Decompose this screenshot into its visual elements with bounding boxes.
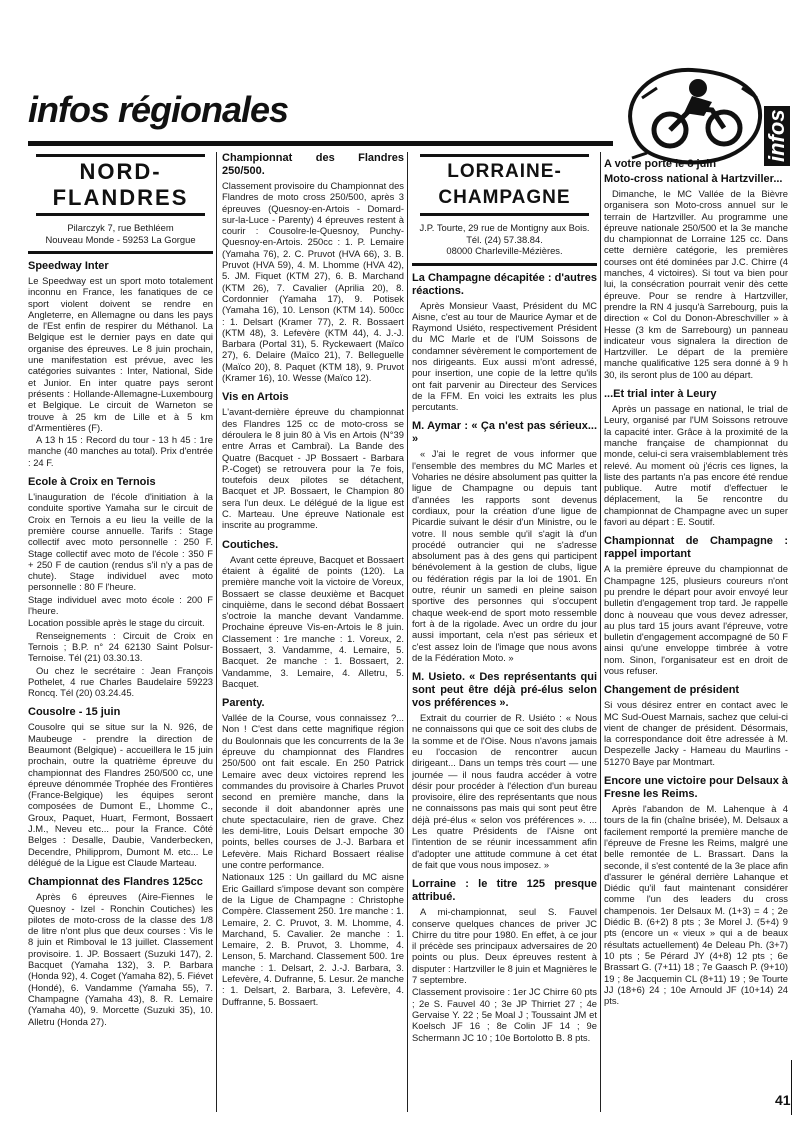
article-title: Encore une victoire pour Delsaux à Fresne les Reims. — [604, 775, 788, 801]
article: M. Aymar : « Ça n'est pas sérieux... » « J'ai le regret de vous informer que l'ensemble des membres du MC Marles et Voharies ne désire absolument pas quitter la ligue de Champagne ou depuis tant d'années les rapports sont devenus cordiaux, pour la création d'une ligue de Picardie suivant le désir d'un Ministre, ou le votre. Il nous semble qu'il s'agit là d'un procédé outrancier qui ne s'adresse absolument pas à des gens qui participent bénévolement à la gestion de clubs, ligue ou fédération régis par la loi de 1901. En outre, réunir un samedi en pleine saison sportive des personnes qui s'occupent chaque week-end de sport moto ressemble fort à de la rigolade. Avec un ordre du jour aussi important, cela n'est pas sérieux et c'est assez loin de l'image que nous avons de la Fédération Moto. » — [412, 420, 597, 663]
article-title: Parenty. — [222, 697, 265, 710]
article-title: Championnat de Champagne : rappel important — [604, 535, 788, 561]
article: Moto-cross national à Hartzviller... Dimanche, le MC Vallée de la Bièvre organisera son Moto-cross annuel sur le terrain de Hartzviller. Au programme une épreuve nationale 250/500 et la 3e manche du championnat de Lorraine 125 cc. Dans cette dernière catégorie, les premières courses ont été dominées par J.C. Chirre (4 manches, 4 victoires). Si tout va bien pour lui, la consécration pourrait venir dès cette épreuve. Pour se rendre à Hartzviller, prendre la RN 4 jusqu'à Sarrebourg, puis la direction « Col du Donon-Abreschviller » à Hesse (3 km de Sarrebourg) un panneau indicateur vous signalera la direction de Hartzviller. Le départ de la première manche qualificative 125 sera donné à 9 h 30, ils seront plus de 100 au départ. — [604, 173, 788, 380]
article: La Champagne décapitée : d'autres réactions. Après Monsieur Vaast, Président du MC Aisne, c'est au tour de Maurice Aymar et de Raymond Usiéto, respectivement Président du MC Marle et de l'UM Soissons de condamner sévèrement le comportement de nos dirigeants. Eux aussi m'ont adressé, pour insertion, une copie de la lettre qu'ils ont fait parvenir au Directeur des Services de la FFM. En voici les extraits les plus percutants. — [412, 271, 597, 413]
region-address: J.P. Tourte, 29 rue de Montigny aux Bois. Tél. (24) 57.38.84. 08000 Charleville-Mézières. — [419, 222, 590, 256]
article-title: Vis en Artois — [222, 391, 289, 404]
region-heading: NORD-FLANDRES — [36, 154, 205, 216]
motocross-rider-icon — [630, 70, 760, 163]
article-title: Ecole à Croix en Ternois — [28, 476, 156, 489]
article: Parenty. Vallée de la Course, vous connaissez ?... Non ! C'est dans cette magnifique région du Boulonnais que les concurrents de la 3e épreuve du championnat des Flandres 250/500 ont fait escale. En 250 Patrick Lemaire avec deux victoires reprend les commandes du provisoire à Charles Pruvot second en première manche, dans la seconde il doit abandonner après une chute spectaculaire, rien de grave. Chez les demi-litre, Louis Delsart empoche 30 points, belles courses de J.-J. Barbara et Lefevère. Mais Richard Bossaert réalise une contre performance. Nationaux 125 : Un gaillard du MC aisne Eric Gaillard s'impose devant son compère de la Ligue de Champagne : Christophe Compère. Classement 250. 1re manche : 1. Lemaire, 2. C. Pruvot, 3. M. Lhomme, 4. Marchand, 5. Cavalier. 2e manche : 1. Lemaire, 2. B. Pruvot, 3. Lhomme, 4. Lenson, 5. Marchand. Classement 500. 1re manche : 1. Delsart, 2. J.-J. Barbara, 3. Lefevère, 4. Dufranne, 5. Lesur. 2e manche : 1. Delsart, 2. Barbara, 3. Lefevère, 4. Duffranne, 5. Bossaert. — [222, 697, 404, 1007]
column-divider — [407, 152, 408, 1112]
article-title: La Champagne décapitée : d'autres réactions. — [412, 271, 597, 297]
article-title: M. Usieto. « Des représentants qui sont peut être déjà pré-élus selon vos préférences ». — [412, 671, 597, 710]
region-address: Pilarczyk 7, rue Bethléem Nouveau Monde - 59253 La Gorgue — [45, 222, 196, 245]
article: Championnat des Flandres 125cc Après 6 épreuves (Aire-Fiennes le Quesnoy - Izel - Ronchin Coutiches) les pilotes de moto-cross de la classe des 1/8 de litre n'ont plus que deux courses : Vis le 8 juin et Rimboval le 13 juillet. Classement provisoire. 1. JP. Bossaert (Suzuki 147), 2. Bacquet (Yamaha 132), 3. P. Barbara (Honda 92), 4. Coget (Yamaha 82), 5. Fiévet (Hondé), 6. Vandamme (Yamaha 55), 7. Champagne (Yamaha 43), 8. R. Lemaire (Yamaha 40), 9. Morcette (Suzuki 35), 10. Alletru (Honda 27). — [28, 876, 213, 1027]
column-nord-flandres — [28, 152, 213, 1117]
page-number-rule — [791, 1060, 792, 1115]
column-lorraine-champagne-continued — [604, 158, 788, 1123]
article-title: Lorraine : le titre 125 presque attribué. — [412, 878, 597, 904]
article-title: Cousolre - 15 juin — [28, 706, 121, 719]
article: Ecole à Croix en Ternois L'inauguration de l'école d'initiation à la conduite sportive Yamaha sur le circuit de Croix en Ternois a eu lieu la veille de la première course annuelle. Tarifs : Stage collectif avec moto personnelle : 250 F. Stage collectif avec moto de l'école : 350 F + 250 F de caution (rendus s'il n'y a pas de chute). Stage individuel avec moto personnelle : 80 F l'heure. Stage individuel avec moto école : 200 F l'heure. Location possible après le stage du circuit. Renseignements : Circuit de Croix en Ternois ; B.P. n° 24 62130 Saint Polsur-Ternoise. Tél (21) 03.30.13. Ou chez le secrétaire : Jean François Pothelet, 4 rue Charles Baudelaire 59223 Roncq. Tél (20) 03.24.45. — [28, 476, 213, 699]
region-heading: LORRAINE-CHAMPAGNE — [420, 154, 589, 216]
article: Speedway Inter Le Speedway est un sport moto totalement inconnu en France, les fanatiques de ce sport violent doivent se rendre en Angleterre, en Allemagne ou dans les pays de l'Est enfin de respirer du Méthanol. La Belgique est le dernier pays en date qui organise des épreuves. Le 8 juin prochain, une manifestation est prévue, avec les catégories suivantes : Inter, National, Side et Junior. En inter quatre pays seront présents : Hollande-Allemagne-Luxembourg et Belgique. Le circuit de Warneton se trouve à 25 km de Lille et à 5 km d'Armentières (F). A 13 h 15 : Record du tour - 13 h 45 : 1re manche (40 manches au total). Prix d'entrée : 24 F. — [28, 260, 213, 468]
column-lorraine-champagne — [412, 152, 597, 1117]
article-title: Coutiches. — [222, 538, 279, 551]
article: Encore une victoire pour Delsaux à Fresne les Reims. Après l'abandon de M. Lahenque à 4 tours de la fin (chaîne brisée), M. Delsaux a facilement remporté la première manche de l'épreuve de Fresne les Reims, malgré une belle remontée de L. Brassart. Dans la seconde, il s'est contenté de la 3e place afin d'assurer le général derrière Lahanque et Diédic qu'il faut maintenant considérer comme l'un des leaders du cross champenois. 1er Delsaux M. (1+3) = 4 ; 2e Diédic B. (6+2) 8 pts ; 3e Morel J. (5+4) 9 pts (encore un « vieux » qui a de beaux résultats actuellement) 4e Deleau Ph. (3+7) 10 pts ; 5e Pérard JY (4+8) 12 pts ; 6e Brassart G. (7+11) 18 ; 7e Gaasch P. (9+10) 19 ; 8e Jacquemin CL (8+11) 19 ; 9e Tourte JJ (18+6) 24 ; 10e Arnould JF (10+14) 24 pts. — [604, 775, 788, 1007]
page-number: 41 — [775, 1092, 791, 1108]
separator — [412, 263, 597, 266]
article-title: ...Et trial inter à Leury — [604, 388, 717, 401]
article: ...Et trial inter à Leury Après un passage en national, le trial de Leury, organisé par l'UM Soissons retrouve la capacité inter. Grâce à la proximité de la manche française de championnat du monde, celui-ci sera vraisemblablement très relevé. Au moment où j'écris ces lignes, la liste des partants n'a pas encore été rendue publique. Autre motif d'effectuer le déplacement, la 5e rencontre du championnat de Champagne avec un super favori au départ : E. Soutif. — [604, 388, 788, 528]
article-title: Championnat des Flandres 125cc — [28, 876, 203, 889]
column-divider — [216, 152, 217, 1112]
article-title: M. Aymar : « Ça n'est pas sérieux... » — [412, 420, 597, 446]
article-kicker: A votre porte le 8 juin — [604, 158, 717, 170]
page-title: infos régionales — [28, 89, 289, 130]
logo-text: infos — [764, 109, 789, 162]
article-title: Moto-cross national à Hartzviller... — [604, 173, 783, 185]
article: Cousolre - 15 juin Cousolre qui se situe sur la N. 926, de Maubeuge - prendre la direction de Beaumont (Belgique) - accueillera le 15 juin prochain, outre la quatrième épreuve du championnat des Flandres 250/500 cc, une épreuve dénommée Trophée des Frontières (France-Belgique) les équipes seront composées de Dumont E., Lhomme C., Groux, Paquet, Huart, Fermont, Bossaert J.M., Neveu etc... pour la France. Côté Belges : Desalle, Daubie, Vanderbecken, Decendre, Philipprom, Dumont M. etc... Le délégué de la Ligue est Claude Marteau. — [28, 706, 213, 868]
article: Changement de président Si vous désirez entrer en contact avec le MC Sud-Ouest Marnais, sachez que celui-ci vient de changer de président. Désormais, la correspondance doit être adressée à M. Despezelle Jacky - Hameau du Maurlins - 51270 Baye par Montmart. — [604, 684, 788, 767]
article: M. Usieto. « Des représentants qui sont peut être déjà pré-élus selon vos préférences ». Extrait du courrier de R. Usiéto : « Nous ne connaissons qui que ce soit des clubs de la somme et de l'Oise. Nous n'avons jamais eu l'occasion de rencontrer aucun dirigeant... Dans un temps très court — une journée — il nous faudra accéder à votre désir pour procéder à l'élection d'un bureau provisoire, élire des représentants que nous ne connaissons pas mais qui sont peut être déjà pré-élus « selon vos préférences ». ... Les quatre Présidents de l'Aisne ont l'intention de se réunir incessamment afin d'adopter une attitude commune à cet état de fait que vous nous imposez. » — [412, 671, 597, 870]
article: Championnat de Champagne : rappel important A la première épreuve du championnat de Champagne 125, plusieurs coureurs n'ont pu prendre le départ pour avoir envoyé leur bulletin d'engagement trop tard. Je rappelle donc à nouveau que vous devez adresser, au plus tard 15 jours avant l'épreuve, votre bulletin d'engagement accompagné de 50 F ainsi qu'une enveloppe timbrée à votre nom. Sinon, l'organisateur est en droit de vous refuser. — [604, 535, 788, 676]
separator — [28, 251, 213, 254]
article: Vis en Artois L'avant-dernière épreuve du championnat des Flandres 125 cc de moto-cross se déroulera le 8 juin 80 à Vis en Artois (N°39 entre Arras et Cambrai). La Bande des Quatre (Bacquet - JP Bossaert - Barbara P.-Coget) se retrouvera pour la 7e fois, toutefois deux pilotes se détachent, Bacquet et JP. Bossaert, le Champion 80 sera l'un deux. Le délégué de la ligue est C. Marteau. Une épreuve Nationale est inscrite au programme. — [222, 391, 404, 531]
column-divider — [600, 152, 601, 1112]
article: Lorraine : le titre 125 presque attribué. A mi-championnat, seul S. Fauvel conserve quelques chances de priver JC Chirre du titre pour 1980. En effet, à ce jour il précède ses principaux adversaires de 20 points ou plus. Deux épreuves restent à disputer : Hartzviller le 8 juin et Magnières le 7 septembre. Classement provisoire : 1er JC Chirre 60 pts ; 2e S. Fauvel 40 ; 3e JP Thirriet 27 ; 4e Gervaise Y. 22 ; 5e Moal J ; Toussaint JM et Koelsch JF 16 ; 8e Colin JF 14 ; 9e Schermann JC 10 ; 10e Bortolotto B. 8 pts. — [412, 878, 597, 1043]
article: Coutiches. Avant cette épreuve, Bacquet et Bossaert étaient à égalité de points (120). La première manche voit la victoire de Voreux, Bossaert se classe deuxième et Bacquet cinquième, dans le second débat Bossaert s'octroie la manche devant Vandamme. Prochaine épreuve Vis-en-Artois le 8 juin. Classement : 1re manche : 1. Voreux, 2. Bossaert, 3. Vandamme, 4. Lemaire, 5. Bacquet. 2e manche : 1. Bossaert, 2. Vandamme, 3. Lemaire, 4. Alletru, 5. Bacquet. — [222, 538, 404, 689]
column-nord-flandres-continued — [222, 152, 404, 1117]
article: Championnat des Flandres 250/500. Classement provisoire du Championnat des Flandres de moto cross 250/500, après 3 épreuves (Quesnoy-en-Artois - Domard-sur-la-Luce - Parenty) 4 épreuves restent à courir : Cousolre-le-Quesnoy, Punchy-Quesnoy-en-Artois. 250cc : 1. P. Lemaire (Yamaha 76), 2. C. Pruvot (HVA 66), 3. B. Pruvot (HVA 59), 4. M. Lhomme (HVA 42), 5. JM. Fiquet (KTM 27), 6. B. Marchand (KTM 26), 7. Cavalier (Aprilia 20), 8. Cordonnier (Yamaha 17), 9. Potisek (Yamaha 16), 10. Lenson (KTM 14). 500cc : 1. Delsart (Kramer 77), 2. R. Bossaert (KTM 48), 3. Lefevère (KTM 44), 4. J.-J. Barbara (Portal 31), 5. Ryckewaert (Maïco 27), 6. Delaire (Maïco 21), 7. Belleguelle (Maïco 20), 8. Paquet (KTM 18), 9. Pruvot (Kramer 16), 10. Wesse (Maïco 12). — [222, 152, 404, 384]
article-title: Speedway Inter — [28, 260, 109, 272]
article — [604, 158, 788, 171]
article-title: Championnat des Flandres 250/500. — [222, 152, 404, 177]
title-rule — [28, 141, 613, 146]
article-title: Changement de président — [604, 684, 740, 697]
